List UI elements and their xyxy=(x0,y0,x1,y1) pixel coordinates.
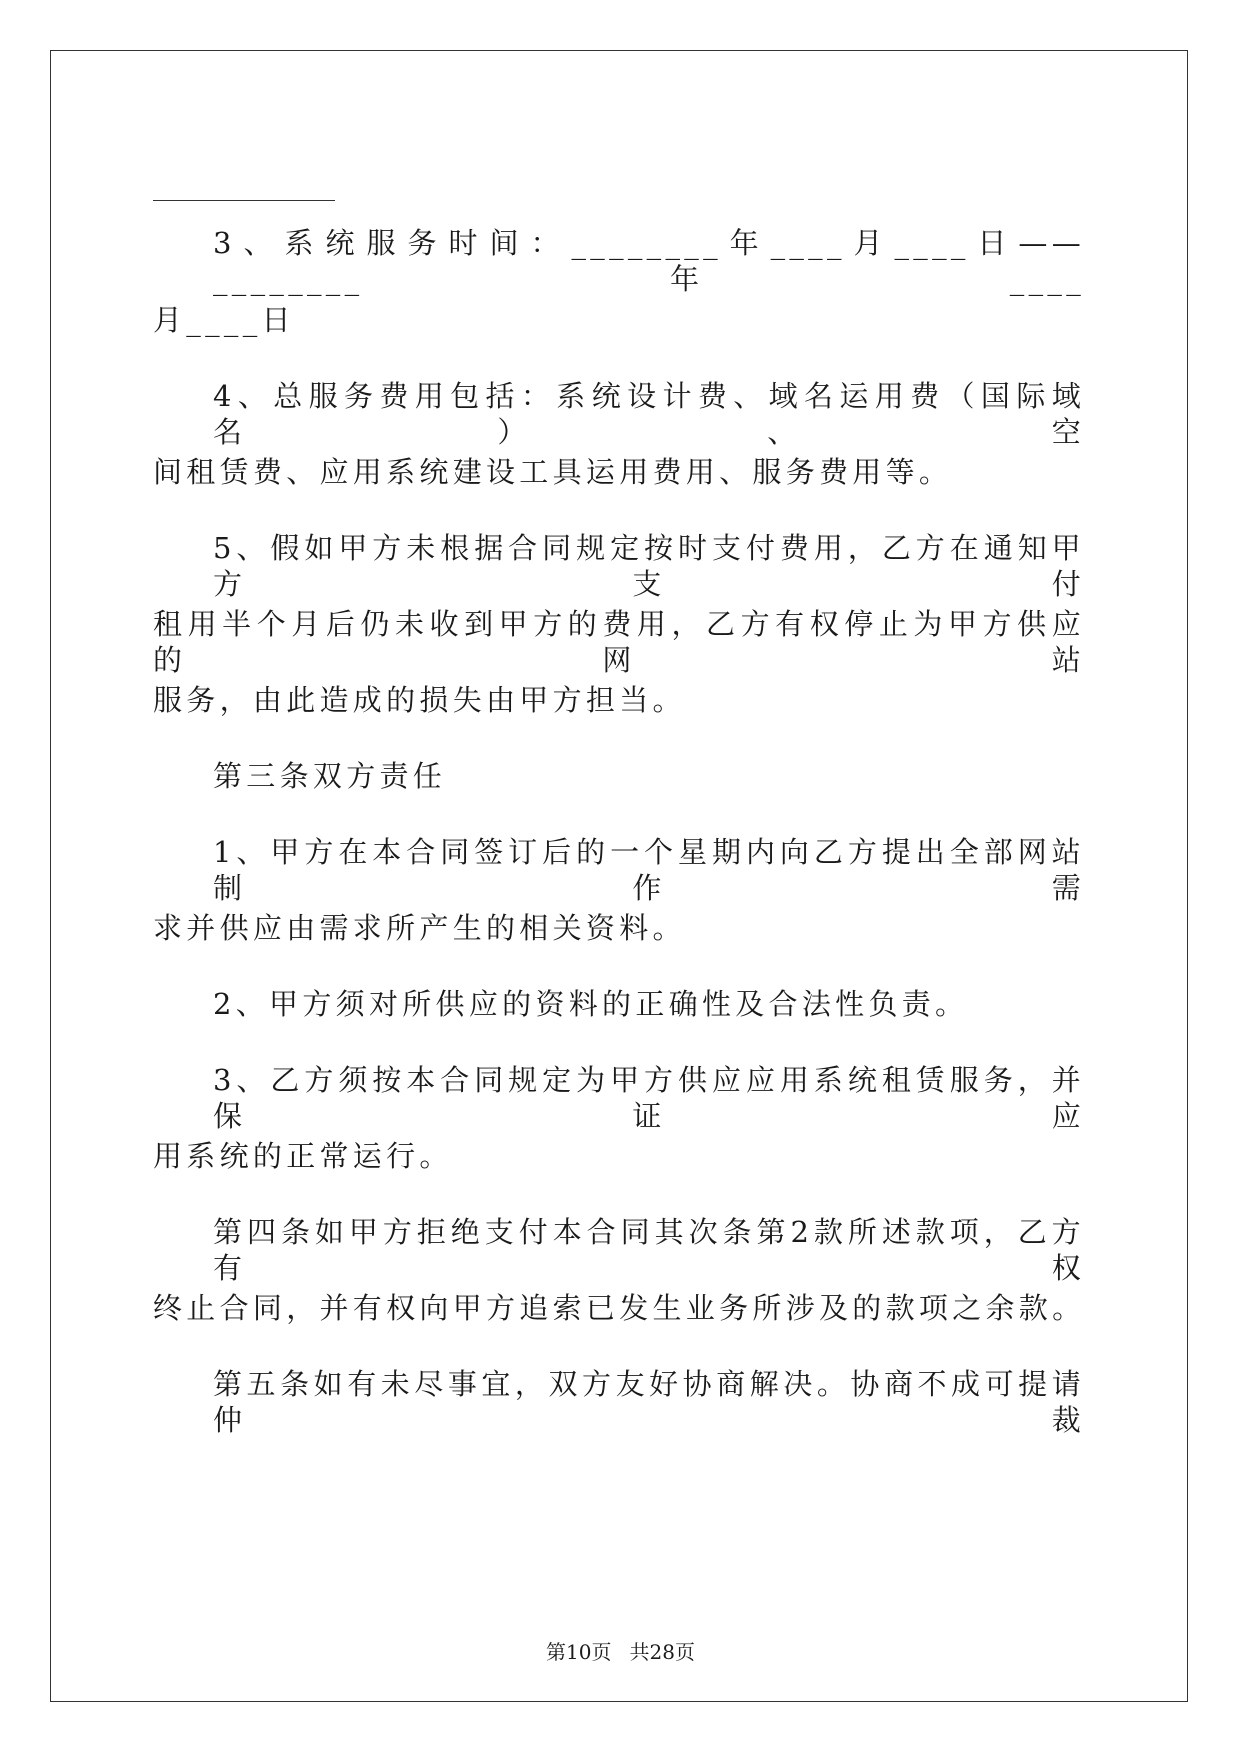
paragraph-line: 4、总服务费用包括：系统设计费、域名运用费（国际域名）、空 xyxy=(213,379,1085,449)
section-heading: 第三条双方责任 xyxy=(213,759,447,793)
footer-page-suffix: 页 xyxy=(591,1640,612,1664)
paragraph-line: 3、乙方须按本合同规定为甲方供应应用系统租赁服务，并保证应 xyxy=(213,1063,1085,1133)
paragraph-line: 服务，由此造成的损失由甲方担当。 xyxy=(153,683,686,717)
paragraph-line: 2、甲方须对所供应的资料的正确性及合法性负责。 xyxy=(213,987,969,1021)
top-blank-rule xyxy=(153,200,335,201)
footer-total-prefix: 共 xyxy=(629,1640,650,1664)
paragraph-line: 求并供应由需求所产生的相关资料。 xyxy=(153,911,686,945)
paragraph-line: 3、系统服务时间：________年____月____日——________年____ xyxy=(213,226,1085,296)
paragraph-line: 1、甲方在本合同签订后的一个星期内向乙方提出全部网站制作需 xyxy=(213,835,1085,905)
footer-total-suffix: 页 xyxy=(674,1640,695,1664)
paragraph-line: 终止合同，并有权向甲方追索已发生业务所涉及的款项之余款。 xyxy=(153,1291,1086,1325)
paragraph-line: 第五条如有未尽事宜，双方友好协商解决。协商不成可提请仲裁 xyxy=(213,1367,1085,1437)
paragraph-line: 5、假如甲方未根据合同规定按时支付费用，乙方在通知甲方支付 xyxy=(213,531,1085,601)
paragraph-line: 月____日 xyxy=(153,303,295,337)
page-footer xyxy=(0,1640,1241,1664)
paragraph-line: 用系统的正常运行。 xyxy=(153,1139,453,1173)
paragraph-line: 租用半个月后仍未收到甲方的费用，乙方有权停止为甲方供应的网站 xyxy=(153,607,1085,677)
paragraph-line: 第四条如甲方拒绝支付本合同其次条第2款所述款项，乙方有权 xyxy=(213,1215,1085,1285)
paragraph-line: 间租赁费、应用系统建设工具运用费用、服务费用等。 xyxy=(153,455,953,489)
footer-page-number: 10 xyxy=(566,1640,592,1664)
footer-total-pages: 28 xyxy=(649,1640,675,1664)
footer-page-prefix: 第 xyxy=(546,1640,567,1664)
